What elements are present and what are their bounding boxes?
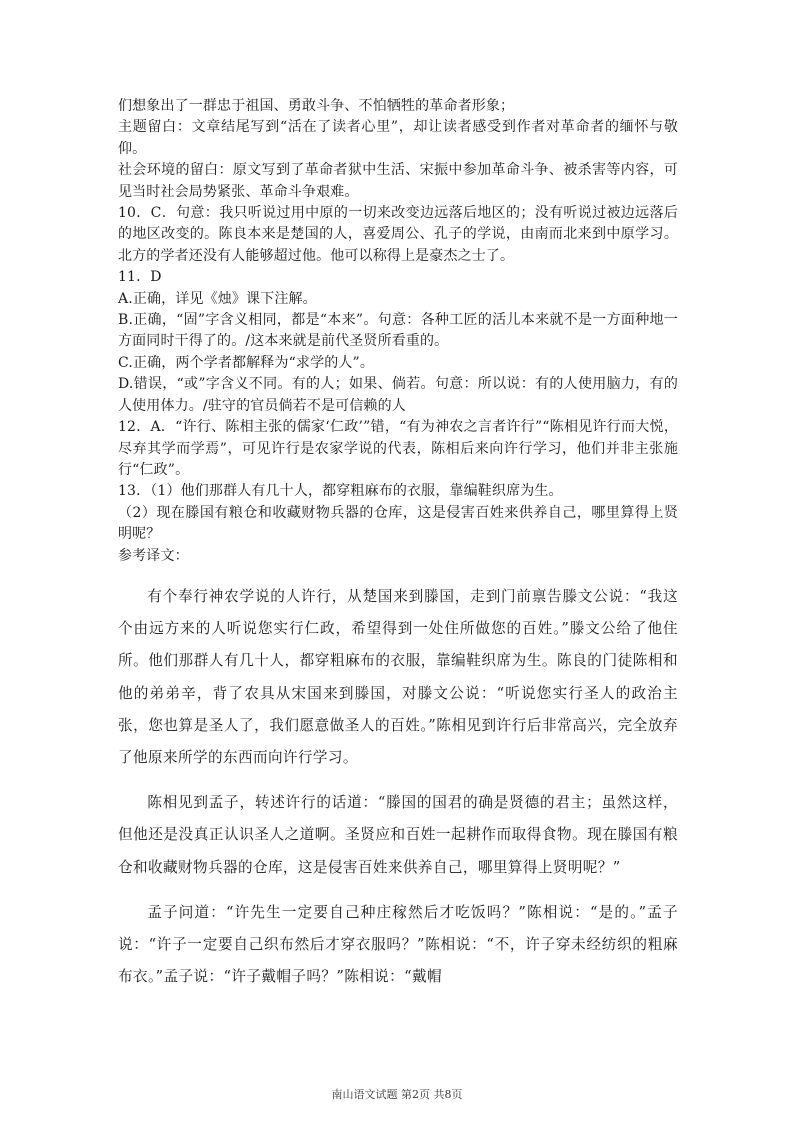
translation-heading: 参考译文： (118, 547, 189, 564)
answer-13-part-1: 13．（1）他们那群人有几十人，都穿粗麻布的衣服，靠编鞋织席为生。 (118, 483, 563, 500)
answer-11: 11．D (118, 269, 162, 286)
translation-paragraph: 有个奉行神农学说的人许行，从楚国来到滕国，走到门前禀告滕文公说：“我这个由远方来的人听说您实行仁政，希望得到一处住所做您的百姓。”滕文公给了他住所。他们那群人有几十人，都穿粗麻布的衣服，靠编鞋织席为生。陈良的门徒陈相和他的弟弟辛，背了农具从宋国来到滕国，对滕文公说：“听说您实行圣人的政治主张，您也算是圣人了，我们愿意做圣人的百姓。”陈相见到许行后非常高兴，完全放弃了他原来所学的东西而向许行学习。 (118, 587, 678, 766)
answer-10: 10．C．句意：我只听说过用中原的一切来改变边远落后地区的；没有听说过被边远落后的地区改变的。陈良本来是楚国的人，喜爱周公、孔子的学说，由南而北来到中原学习。北方的学者还没有人能够超过他。他可以称得上是豪杰之士了。 (118, 205, 678, 264)
answer-line: 社会环境的留白：原文写到了革命者狱中生活、宋振中参加革命斗争、被杀害等内容，可见当时社会局势紧张、革命斗争艰难。 (118, 162, 678, 200)
answer-11-option-b: B.正确，“固”字含义相同，都是“本来”。句意：各种工匠的活儿本来就不是一方面种地一方面同时干得了的。/这本来就是前代圣贤所看重的。 (118, 312, 678, 350)
answer-line: 主题留白：文章结尾写到“活在了读者心里”，却让读者感受到作者对革命者的缅怀与敬仰。 (118, 119, 678, 157)
answer-11-option-a: A.正确，详见《烛》课下注解。 (118, 290, 317, 307)
translation-paragraph: 孟子问道：“许先生一定要自己种庄稼然后才吃饭吗？”陈相说：“是的。”孟子说：“许子一定要自己织布然后才穿衣服吗？”陈相说：“不，许子穿未经纺织的粗麻布衣。”孟子说：“许子戴帽子吗？”陈相说：“戴帽 (118, 903, 678, 986)
answer-line: 们想象出了一群忠于祖国、勇敢斗争、不怕牺牲的革命者形象； (118, 98, 515, 114)
answer-section (118, 96, 678, 567)
answer-12: 12．A．“许行、陈相主张的儒家‘仁政’”错，“有为神农之言者许行”“陈相见许行而大悦，尽弃其学而学焉”，可见许行是农家学说的代表，陈相后来向许行学习，他们并非主张施行“仁政”。 (118, 419, 678, 478)
answer-11-option-d: D.错误，“或”字含义不同。有的人；如果、倘若。句意：所以说：有的人使用脑力，有的人使用体力。/驻守的官员倘若不是可信赖的人 (118, 376, 678, 414)
translation-paragraph: 陈相见到孟子，转述许行的话道：“滕国的国君的确是贤德的君主；虽然这样，但他还是没真正认识圣人之道啊。圣贤应和百姓一起耕作而取得食物。现在滕国有粮仓和收藏财物兵器的仓库，这是侵害百姓来供养自己，哪里算得上贤明呢？” (118, 794, 678, 876)
answer-11-option-c: C.正确，两个学者都解释为“求学的人”。 (118, 354, 374, 371)
page-footer: 南山语文试题 第2页 共8页 (331, 1088, 463, 1101)
answer-13-part-2: （2）现在滕国有粮仓和收藏财物兵器的仓库，这是侵害百姓来供养自己，哪里算得上贤明呢？ (118, 504, 678, 543)
translation-section (118, 581, 678, 993)
page-content (118, 96, 678, 1006)
